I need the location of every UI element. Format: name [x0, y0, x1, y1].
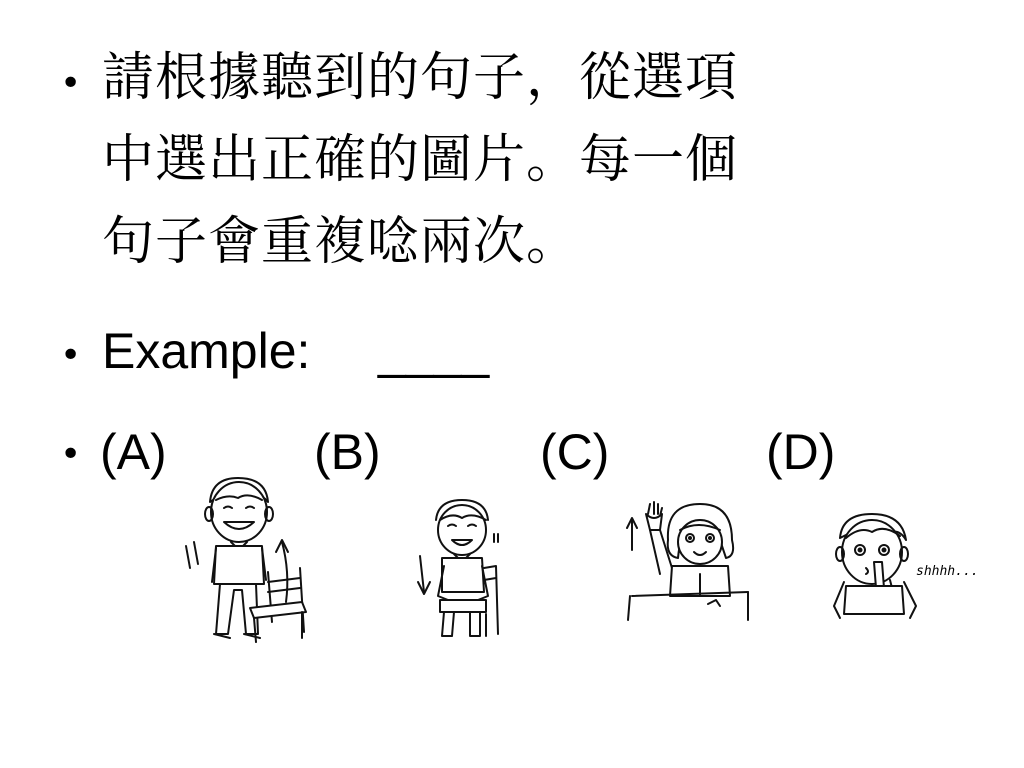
instruction-line-3: 句子會重複唸兩次。 — [102, 212, 580, 272]
instruction-line-2: 中選出正確的圖片。每一個 — [102, 130, 739, 190]
option-d-label: (D) — [766, 424, 836, 480]
girl-raising-hand-icon — [624, 500, 754, 625]
instruction-line-1: 請根據聽到的句子，從選項 — [102, 48, 739, 108]
option-a-label: (A) — [100, 424, 167, 480]
bullet-3-marker: • — [60, 434, 82, 475]
example-label: Example: — [102, 323, 311, 379]
bullet-2-marker: • — [60, 335, 82, 376]
boy-sitting-down-on-chair-icon — [412, 496, 522, 646]
shhh-caption: shhhh... — [916, 564, 979, 579]
bullet-1-marker: • — [60, 63, 82, 104]
option-b-label: (B) — [314, 424, 381, 480]
option-c-label: (C) — [540, 424, 610, 480]
example-answer-blank: ____ — [378, 323, 490, 379]
boy-standing-up-from-chair-icon — [176, 472, 316, 647]
boy-finger-on-lips-icon — [826, 510, 979, 630]
